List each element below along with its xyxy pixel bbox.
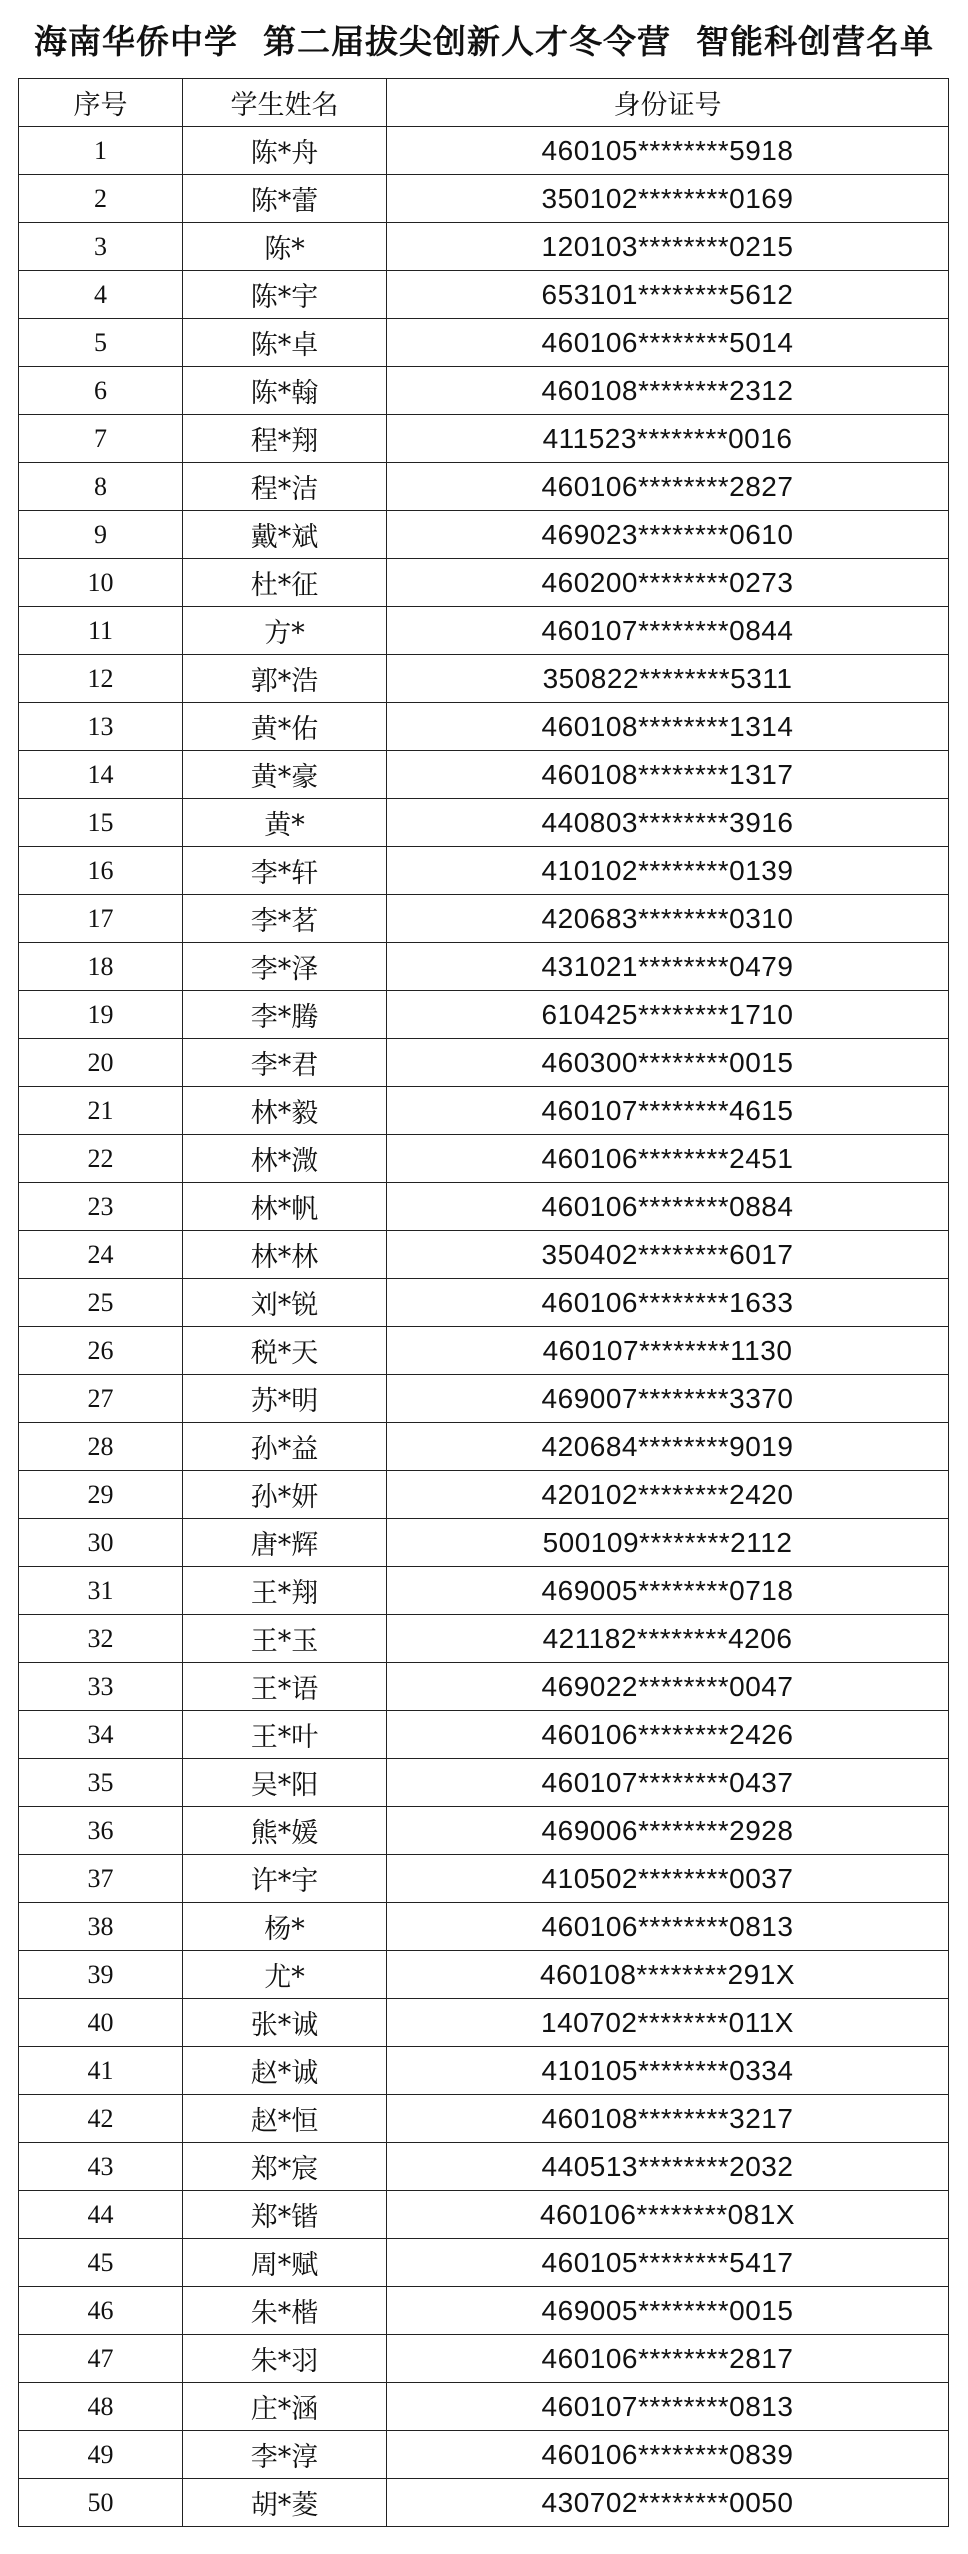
- id-number: 460108********291X: [387, 1951, 949, 1999]
- student-name: 李*腾: [183, 991, 387, 1039]
- row-number: 28: [19, 1423, 183, 1471]
- row-number: 43: [19, 2143, 183, 2191]
- table-row: [19, 1375, 949, 1423]
- header-name: 学生姓名: [183, 79, 387, 127]
- student-name: 陈*舟: [183, 127, 387, 175]
- id-number: 653101********5612: [387, 271, 949, 319]
- id-number: 469007********3370: [387, 1375, 949, 1423]
- row-number: 33: [19, 1663, 183, 1711]
- student-name: 税*天: [183, 1327, 387, 1375]
- id-number: 469006********2928: [387, 1807, 949, 1855]
- student-name: 程*翔: [183, 415, 387, 463]
- id-number: 410102********0139: [387, 847, 949, 895]
- id-number: 460107********0813: [387, 2383, 949, 2431]
- row-number: 21: [19, 1087, 183, 1135]
- table-row: [19, 175, 949, 223]
- row-number: 40: [19, 1999, 183, 2047]
- id-number: 460300********0015: [387, 1039, 949, 1087]
- table-row: [19, 127, 949, 175]
- student-name: 黄*佑: [183, 703, 387, 751]
- table-row: [19, 2431, 949, 2479]
- document-title: 海南华侨中学 第二届拔尖创新人才冬令营 智能科创营名单: [34, 21, 934, 61]
- roster-body: [19, 127, 949, 2527]
- table-row: [19, 751, 949, 799]
- table-row: [19, 223, 949, 271]
- id-number: 460108********2312: [387, 367, 949, 415]
- student-name: 熊*媛: [183, 1807, 387, 1855]
- row-number: 39: [19, 1951, 183, 1999]
- table-row: [19, 1279, 949, 1327]
- id-number: 120103********0215: [387, 223, 949, 271]
- row-number: 10: [19, 559, 183, 607]
- id-number: 440803********3916: [387, 799, 949, 847]
- row-number: 26: [19, 1327, 183, 1375]
- row-number: 22: [19, 1135, 183, 1183]
- id-number: 460105********5918: [387, 127, 949, 175]
- row-number: 20: [19, 1039, 183, 1087]
- id-number: 460106********0813: [387, 1903, 949, 1951]
- id-number: 460108********1317: [387, 751, 949, 799]
- student-name: 陈*: [183, 223, 387, 271]
- table-row: [19, 799, 949, 847]
- header-row: [19, 79, 949, 127]
- table-row: [19, 271, 949, 319]
- student-name: 许*宇: [183, 1855, 387, 1903]
- student-name: 庄*涵: [183, 2383, 387, 2431]
- table-row: [19, 1711, 949, 1759]
- row-number: 29: [19, 1471, 183, 1519]
- student-name: 程*洁: [183, 463, 387, 511]
- header-no: 序号: [19, 79, 183, 127]
- student-name: 陈*翰: [183, 367, 387, 415]
- table-row: [19, 847, 949, 895]
- row-number: 47: [19, 2335, 183, 2383]
- table-row: [19, 1183, 949, 1231]
- student-name: 黄*: [183, 799, 387, 847]
- student-name: 陈*宇: [183, 271, 387, 319]
- table-row: [19, 1807, 949, 1855]
- student-name: 李*君: [183, 1039, 387, 1087]
- table-row: [19, 1231, 949, 1279]
- table-row: [19, 463, 949, 511]
- table-row: [19, 1519, 949, 1567]
- row-number: 49: [19, 2431, 183, 2479]
- student-name: 戴*斌: [183, 511, 387, 559]
- table-row: [19, 1039, 949, 1087]
- id-number: 460108********3217: [387, 2095, 949, 2143]
- student-name: 张*诚: [183, 1999, 387, 2047]
- table-row: [19, 1423, 949, 1471]
- id-number: 469005********0718: [387, 1567, 949, 1615]
- student-name: 周*赋: [183, 2239, 387, 2287]
- student-name: 王*语: [183, 1663, 387, 1711]
- student-name: 李*淳: [183, 2431, 387, 2479]
- student-name: 陈*蕾: [183, 175, 387, 223]
- student-name: 朱*楷: [183, 2287, 387, 2335]
- table-row: [19, 319, 949, 367]
- row-number: 5: [19, 319, 183, 367]
- row-number: 19: [19, 991, 183, 1039]
- row-number: 12: [19, 655, 183, 703]
- id-number: 460200********0273: [387, 559, 949, 607]
- student-name: 林*溦: [183, 1135, 387, 1183]
- student-name: 孙*益: [183, 1423, 387, 1471]
- row-number: 23: [19, 1183, 183, 1231]
- table-row: [19, 1903, 949, 1951]
- row-number: 32: [19, 1615, 183, 1663]
- row-number: 2: [19, 175, 183, 223]
- id-number: 350102********0169: [387, 175, 949, 223]
- row-number: 37: [19, 1855, 183, 1903]
- table-row: [19, 1087, 949, 1135]
- row-number: 11: [19, 607, 183, 655]
- id-number: 469005********0015: [387, 2287, 949, 2335]
- table-row: [19, 895, 949, 943]
- table-row: [19, 2143, 949, 2191]
- id-number: 460106********0884: [387, 1183, 949, 1231]
- id-number: 500109********2112: [387, 1519, 949, 1567]
- table-row: [19, 559, 949, 607]
- table-row: [19, 655, 949, 703]
- row-number: 38: [19, 1903, 183, 1951]
- row-number: 34: [19, 1711, 183, 1759]
- table-row: [19, 2335, 949, 2383]
- table-row: [19, 2287, 949, 2335]
- id-number: 410105********0334: [387, 2047, 949, 2095]
- id-number: 460106********2426: [387, 1711, 949, 1759]
- id-number: 460107********0437: [387, 1759, 949, 1807]
- student-name: 刘*锐: [183, 1279, 387, 1327]
- row-number: 48: [19, 2383, 183, 2431]
- row-number: 14: [19, 751, 183, 799]
- row-number: 24: [19, 1231, 183, 1279]
- table-row: [19, 1327, 949, 1375]
- student-name: 林*林: [183, 1231, 387, 1279]
- id-number: 430702********0050: [387, 2479, 949, 2527]
- student-name: 杨*: [183, 1903, 387, 1951]
- id-number: 460106********081X: [387, 2191, 949, 2239]
- student-name: 吴*阳: [183, 1759, 387, 1807]
- table-row: [19, 1567, 949, 1615]
- id-number: 610425********1710: [387, 991, 949, 1039]
- student-name: 尤*: [183, 1951, 387, 1999]
- id-number: 350402********6017: [387, 1231, 949, 1279]
- table-row: [19, 1663, 949, 1711]
- row-number: 35: [19, 1759, 183, 1807]
- table-row: [19, 703, 949, 751]
- student-name: 胡*菱: [183, 2479, 387, 2527]
- table-row: [19, 1615, 949, 1663]
- id-number: 460106********2817: [387, 2335, 949, 2383]
- table-row: [19, 2047, 949, 2095]
- student-name: 李*茗: [183, 895, 387, 943]
- id-number: 460107********0844: [387, 607, 949, 655]
- student-name: 李*泽: [183, 943, 387, 991]
- student-name: 孙*妍: [183, 1471, 387, 1519]
- table-row: [19, 2191, 949, 2239]
- id-number: 469022********0047: [387, 1663, 949, 1711]
- row-number: 4: [19, 271, 183, 319]
- id-number: 460106********0839: [387, 2431, 949, 2479]
- id-number: 469023********0610: [387, 511, 949, 559]
- roster-table: [18, 78, 949, 2527]
- id-number: 411523********0016: [387, 415, 949, 463]
- student-name: 唐*辉: [183, 1519, 387, 1567]
- student-name: 苏*明: [183, 1375, 387, 1423]
- id-number: 431021********0479: [387, 943, 949, 991]
- id-number: 140702********011X: [387, 1999, 949, 2047]
- table-row: [19, 1135, 949, 1183]
- table-row: [19, 1759, 949, 1807]
- student-name: 朱*羽: [183, 2335, 387, 2383]
- id-number: 420684********9019: [387, 1423, 949, 1471]
- row-number: 42: [19, 2095, 183, 2143]
- table-row: [19, 2383, 949, 2431]
- table-row: [19, 991, 949, 1039]
- student-name: 郭*浩: [183, 655, 387, 703]
- table-row: [19, 2239, 949, 2287]
- row-number: 41: [19, 2047, 183, 2095]
- student-name: 赵*恒: [183, 2095, 387, 2143]
- student-name: 方*: [183, 607, 387, 655]
- student-name: 王*叶: [183, 1711, 387, 1759]
- row-number: 9: [19, 511, 183, 559]
- id-number: 460106********2451: [387, 1135, 949, 1183]
- id-number: 460106********1633: [387, 1279, 949, 1327]
- table-row: [19, 607, 949, 655]
- table-row: [19, 415, 949, 463]
- student-name: 王*玉: [183, 1615, 387, 1663]
- row-number: 45: [19, 2239, 183, 2287]
- table-row: [19, 511, 949, 559]
- row-number: 27: [19, 1375, 183, 1423]
- student-name: 黄*豪: [183, 751, 387, 799]
- id-number: 460106********5014: [387, 319, 949, 367]
- table-row: [19, 1471, 949, 1519]
- row-number: 46: [19, 2287, 183, 2335]
- header-id: 身份证号: [387, 79, 949, 127]
- row-number: 17: [19, 895, 183, 943]
- id-number: 421182********4206: [387, 1615, 949, 1663]
- table-row: [19, 2095, 949, 2143]
- row-number: 18: [19, 943, 183, 991]
- row-number: 1: [19, 127, 183, 175]
- row-number: 50: [19, 2479, 183, 2527]
- row-number: 44: [19, 2191, 183, 2239]
- row-number: 7: [19, 415, 183, 463]
- student-name: 林*毅: [183, 1087, 387, 1135]
- row-number: 36: [19, 1807, 183, 1855]
- student-name: 王*翔: [183, 1567, 387, 1615]
- row-number: 15: [19, 799, 183, 847]
- table-row: [19, 2479, 949, 2527]
- id-number: 460108********1314: [387, 703, 949, 751]
- id-number: 460107********1130: [387, 1327, 949, 1375]
- id-number: 350822********5311: [387, 655, 949, 703]
- student-name: 陈*卓: [183, 319, 387, 367]
- table-row: [19, 1855, 949, 1903]
- row-number: 16: [19, 847, 183, 895]
- table-row: [19, 1999, 949, 2047]
- id-number: 410502********0037: [387, 1855, 949, 1903]
- row-number: 25: [19, 1279, 183, 1327]
- student-name: 郑*宸: [183, 2143, 387, 2191]
- student-name: 杜*征: [183, 559, 387, 607]
- student-name: 林*帆: [183, 1183, 387, 1231]
- id-number: 440513********2032: [387, 2143, 949, 2191]
- id-number: 460106********2827: [387, 463, 949, 511]
- row-number: 30: [19, 1519, 183, 1567]
- table-row: [19, 943, 949, 991]
- table-row: [19, 1951, 949, 1999]
- student-name: 郑*锴: [183, 2191, 387, 2239]
- row-number: 8: [19, 463, 183, 511]
- student-name: 赵*诚: [183, 2047, 387, 2095]
- row-number: 6: [19, 367, 183, 415]
- student-name: 李*轩: [183, 847, 387, 895]
- row-number: 31: [19, 1567, 183, 1615]
- id-number: 460107********4615: [387, 1087, 949, 1135]
- id-number: 460105********5417: [387, 2239, 949, 2287]
- row-number: 13: [19, 703, 183, 751]
- id-number: 420683********0310: [387, 895, 949, 943]
- row-number: 3: [19, 223, 183, 271]
- table-row: [19, 367, 949, 415]
- id-number: 420102********2420: [387, 1471, 949, 1519]
